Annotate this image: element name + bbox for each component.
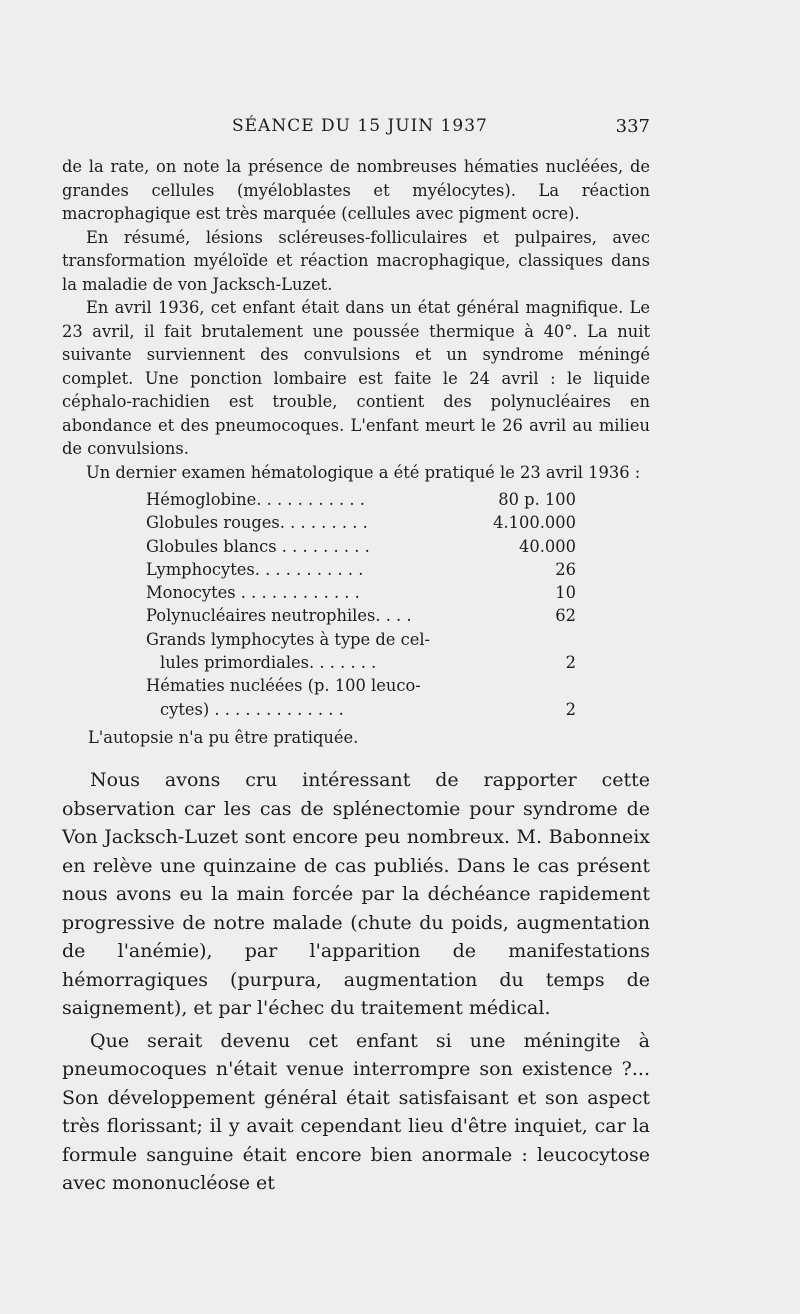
table-row <box>146 674 576 697</box>
paragraph: En avril 1936, cet enfant était dans un état général magnifique. Le 23 avril, il fait brutalement une poussée thermique à 40°. La nuit suivante surviennent des convulsions et un syndrome méningé complet. Une ponction lombaire est faite le 24 avril : le liquide céphalo-rachidien est trouble, contient des polynucléaires en abondance et des pneumocoques. L'enfant meurt le 26 avril au milieu de convulsions. <box>62 298 650 458</box>
paragraph: Un dernier examen hématologique a été pratiqué le 23 avril 1936 : <box>86 462 641 482</box>
table-row <box>146 558 576 581</box>
row-value: 26 <box>555 559 576 579</box>
row-label: Hématies nucléées (p. 100 leuco- <box>146 676 421 696</box>
paragraph: Que serait devenu cet enfant si une méningite à pneumocoques n'était venue interrompre son existence ?... Son développement général était satisfaisant et son aspect très florissant; il y avait cependant lieu d'être inquiet, car la formule sanguine était encore bien anormale : leucocytose avec mononucléose et <box>62 1029 650 1194</box>
row-label: Globules blancs . . . . . . . . . <box>146 536 370 556</box>
running-header <box>62 116 650 142</box>
row-label: Monocytes . . . . . . . . . . . . <box>146 583 360 603</box>
row-value: 80 p. 100 <box>498 490 576 509</box>
case-report-text <box>62 155 650 484</box>
table-row <box>146 535 576 558</box>
table-row <box>146 651 576 674</box>
table-row <box>146 511 576 534</box>
table-row <box>146 581 576 604</box>
header-title: SÉANCE DU 15 JUIN 1937 <box>232 116 488 136</box>
row-label: Lymphocytes. . . . . . . . . . . <box>146 559 364 579</box>
table-row <box>146 698 576 721</box>
autopsy-note: L'autopsie n'a pu être pratiquée. <box>88 728 359 747</box>
row-label: cytes) . . . . . . . . . . . . . <box>160 699 344 719</box>
table-row <box>146 488 576 511</box>
row-label: Grands lymphocytes à type de cel- <box>146 629 431 649</box>
row-value: 62 <box>555 606 576 626</box>
table-row <box>146 604 576 627</box>
row-label: lules primordiales. . . . . . . <box>160 653 377 673</box>
paragraph: En résumé, lésions scléreuses-folliculaires et pulpaires, avec transformation myéloïde et réaction macrophagique, classiques dans la maladie de von Jacksch-Luzet. <box>62 227 650 294</box>
page-number: 337 <box>615 116 650 137</box>
row-value: 10 <box>555 583 576 603</box>
row-value: 4.100.000 <box>493 513 576 533</box>
row-value: 2 <box>565 699 576 719</box>
blood-exam-table <box>146 488 576 721</box>
autopsy-note-block <box>88 726 648 750</box>
row-label: Polynucléaires neutrophiles. . . . <box>146 606 412 626</box>
row-value: 40.000 <box>519 536 576 556</box>
row-label: Globules rouges. . . . . . . . . <box>146 513 368 533</box>
paragraph: de la rate, on note la présence de nombreuses hématies nucléées, de grandes cellules (myéloblastes et myélocytes). La réaction macrophagique est très marquée (cellules avec pigment ocre). <box>62 157 650 223</box>
row-label: Hémoglobine. . . . . . . . . . . <box>146 490 365 509</box>
discussion-text <box>62 766 650 1198</box>
row-value: 2 <box>565 653 576 673</box>
paragraph: Nous avons cru intéressant de rapporter cette observation car les cas de splénectomie pour syndrome de Von Jacksch-Luzet sont encore peu nombreux. M. Babonneix en relève une quinzaine de cas publiés. Dans le cas présent nous avons eu la main forcée par la déchéance rapidement progressive de notre malade (chute du poids, augmentation de l'anémie), par l'apparition de manifestations hémorragiques (purpura, augmentation du temps de saignement), et par l'échec du traitement médical. <box>62 769 650 1019</box>
table-row <box>146 628 576 651</box>
